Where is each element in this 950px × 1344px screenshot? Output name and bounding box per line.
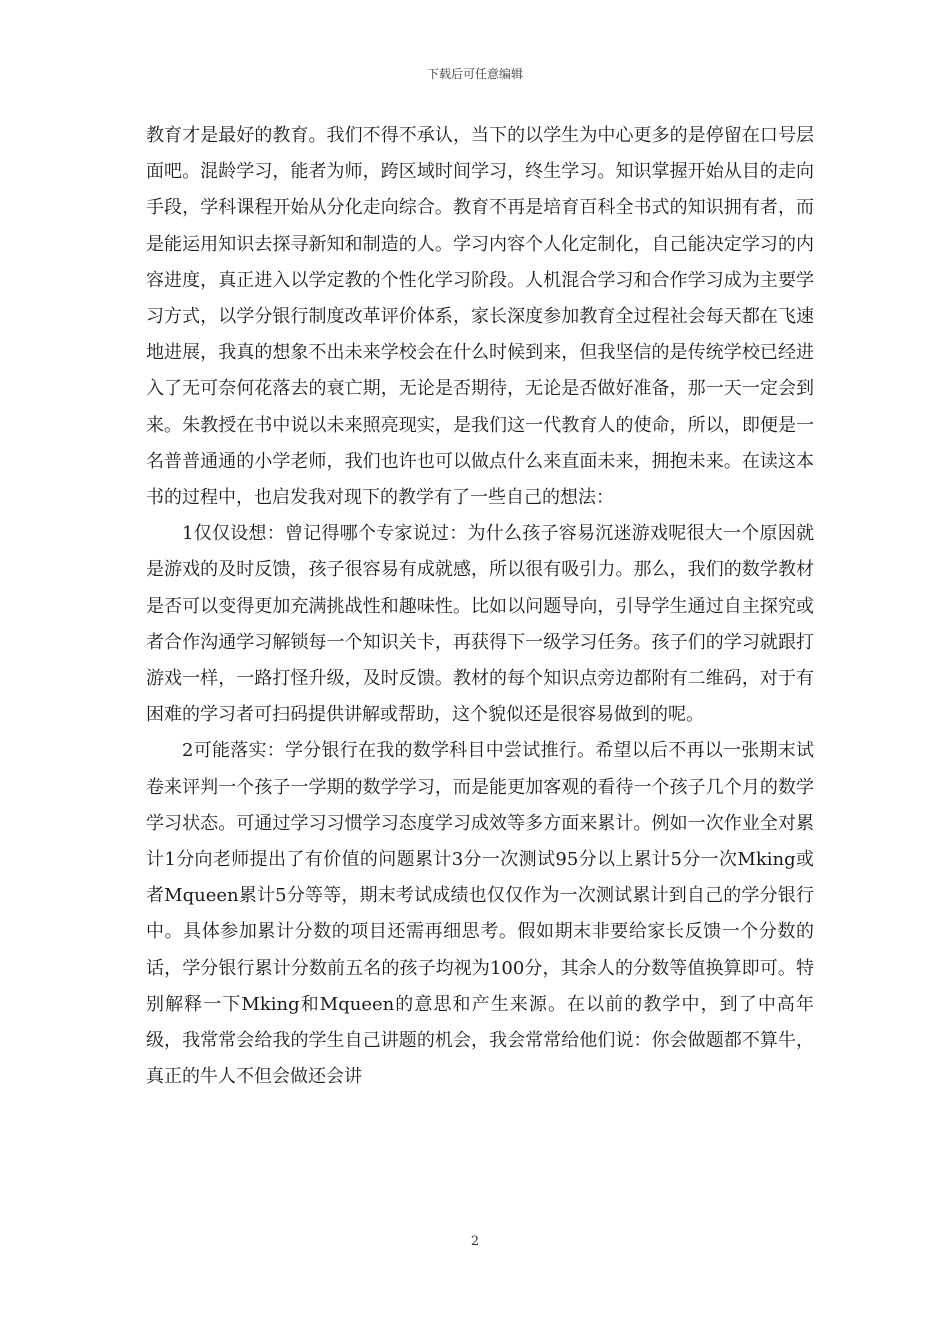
paragraph-idea-2: 2可能落实：学分银行在我的数学科目中尝试推行。希望以后不再以一张期末试卷来评判一个孩子一学期的数学学习，而是能更加客观的看待一个孩子几个月的数学学习状态。可通过学习习惯学习态度学习成效等多方面来累计。例如一次作业全对累计1分向老师提出了有价值的问题累计3分一次测试95分以上累计5分一次Mking或者Mqueen累计5分等等，期末考试成绩也仅仅作为一次测试累计到自己的学分银行中。具体参加累计分数的项目还需再细思考。假如期末非要给家长反馈一个分数的话，学分银行累计分数前五名的孩子均视为100分，其余人的分数等值换算即可。特别解释一下Mking和Mqueen的意思和产生来源。在以前的教学中，到了中高年级，我常常会给我的学生自己讲题的机会，我会常常给他们说：你会做题都不算牛，真正的牛人不但会做还会讲 bbox=[146, 740, 814, 1088]
document-body bbox=[146, 118, 814, 1095]
paragraph-idea-1: 1仅仅设想：曾记得哪个专家说过：为什么孩子容易沉迷游戏呢很大一个原因就是游戏的及时反馈，孩子很容易有成就感，所以很有吸引力。那么，我们的数学教材是否可以变得更加充满挑战性和趣味性。比如以问题导向，引导学生通过自主探究或者合作沟通学习解锁每一个知识关卡，再获得下一级学习任务。孩子们的学习就跟打游戏一样，一路打怪升级，及时反馈。教材的每个知识点旁边都附有二维码，对于有困难的学习者可扫码提供讲解或帮助，这个貌似还是很容易做到的呢。 bbox=[146, 523, 814, 726]
page-number: 2 bbox=[470, 1234, 480, 1249]
page-header: 下载后可任意编辑 bbox=[426, 67, 523, 81]
paragraph-continued: 教育才是最好的教育。我们不得不承认，当下的以学生为中心更多的是停留在口号层面吧。混龄学习，能者为师，跨区域时间学习，终生学习。知识掌握开始从目的走向手段，学科课程开始从分化走向综合。教育不再是培育百科全书式的知识拥有者，而是能运用知识去探寻新知和制造的人。学习内容个人化定制化，自己能决定学习的内容进度，真正进入以学定教的个性化学习阶段。人机混合学习和合作学习成为主要学习方式，以学分银行制度改革评价体系，家长深度参加教育全过程社会每天都在飞速地进展，我真的想象不出未来学校会在什么时候到来，但我坚信的是传统学校已经进入了无可奈何花落去的衰亡期，无论是否期待，无论是否做好准备，那一天一定会到来。朱教授在书中说以未来照亮现实，是我们这一代教育人的使命，所以，即便是一名普普通通的小学老师，我们也许也可以做点什么来直面未来，拥抱未来。在读这本书的过程中，也启发我对现下的教学有了一些自己的想法： bbox=[146, 125, 814, 509]
